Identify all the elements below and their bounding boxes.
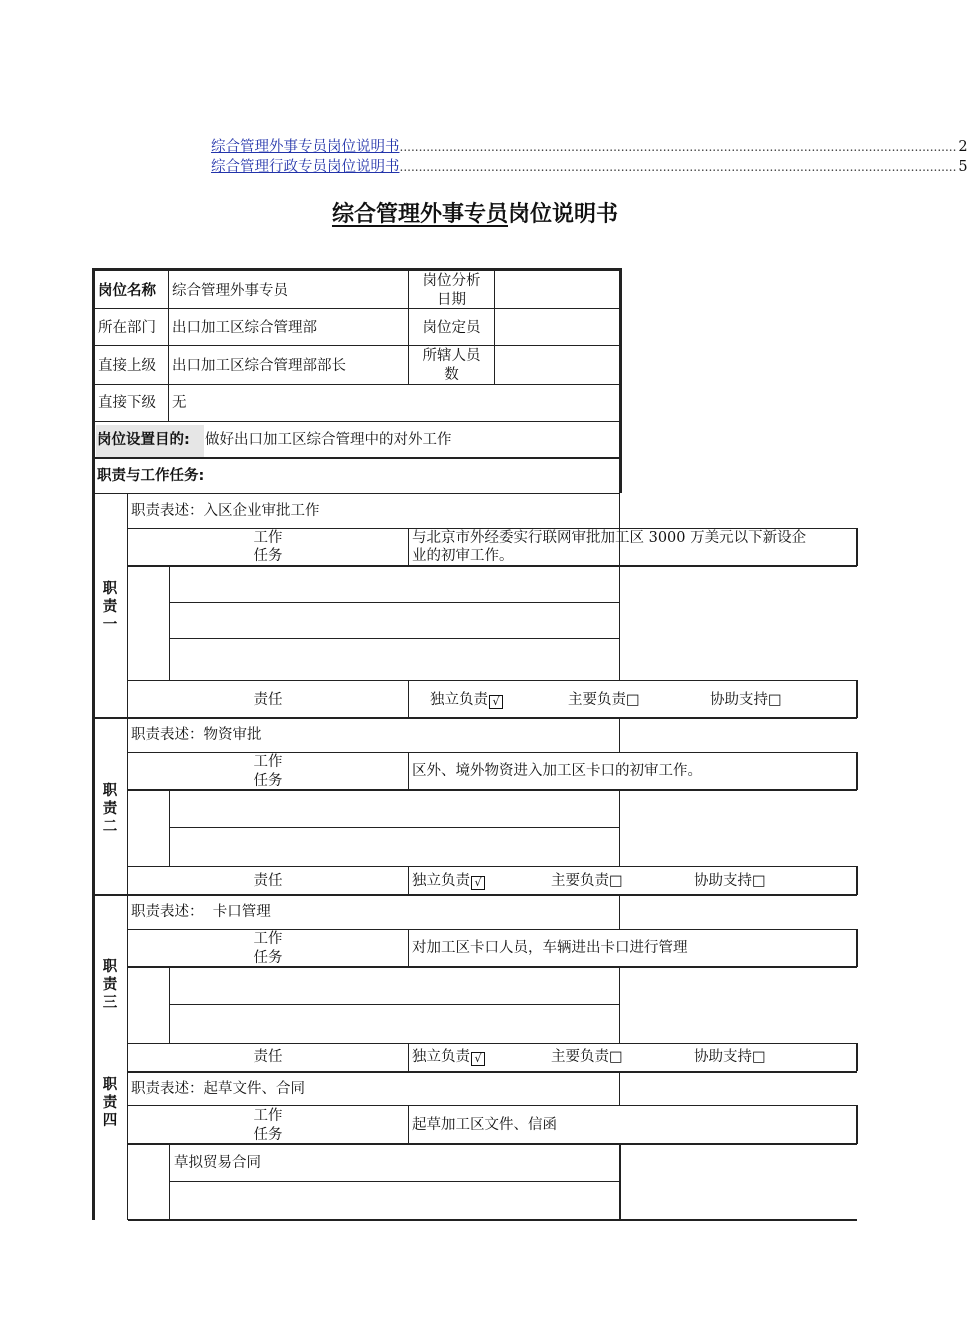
grid-line [170,827,620,828]
task-label: 工作 [253,931,283,947]
purpose-label: 岗位设置目的: [97,432,190,448]
duty-description: 职责表述： 卡口管理 [131,904,271,920]
grid-line [95,493,620,494]
option-label: 主要负责 [551,873,609,889]
grid-line [128,1219,857,1221]
table-border [92,268,95,1220]
grid-line [95,345,620,346]
grid-line [408,867,409,895]
duty-name: 职责四 [102,1077,118,1129]
grid-line [619,1145,621,1220]
grid-line [856,929,858,967]
toc-leader: .................................................................................................................................................. [399,160,957,174]
grid-line [95,457,620,459]
grid-line [408,752,409,790]
option-main[interactable] [551,872,623,891]
option-label: 主要负责 [568,692,626,708]
grid-line [95,894,857,896]
grid-line [856,1043,858,1071]
option-assist[interactable] [694,1048,766,1067]
position-name-label: 岗位名称 [98,283,156,299]
grid-line [856,528,858,566]
option-label: 主要负责 [551,1049,609,1065]
grid-line [170,602,620,603]
grid-line [619,791,620,867]
option-label: 独立负责 [412,873,470,889]
unchecked-box-icon[interactable]: □ [609,1049,623,1065]
grid-line [128,1071,857,1073]
responsibility-label: 责任 [253,692,283,708]
purpose-value: 做好出口加工区综合管理中的对外工作 [205,432,452,448]
checked-box-icon[interactable]: √ [471,1052,485,1066]
task-label-line2: 任务 [253,1127,283,1143]
task-label-line2: 任务 [253,548,283,564]
option-main[interactable] [551,1048,623,1067]
table-border [92,268,621,271]
duty-name: 职责二 [102,783,118,835]
grid-line [128,680,857,681]
task-label: 工作 [253,754,283,770]
duties-label: 职责与工作任务: [97,468,205,484]
grid-line [95,421,620,422]
checked-box-icon[interactable]: √ [489,695,503,709]
task-label-line2: 任务 [253,773,283,789]
sub-task-text: 草拟贸易合同 [174,1155,261,1171]
grid-line [95,717,857,719]
duty-name: 职责一 [102,581,118,633]
grid-line [170,1181,620,1182]
grid-line [169,968,170,1043]
toc-link[interactable]: 综合管理外事专员岗位说明书 [211,139,400,155]
grid-line [856,752,858,790]
grid-line [169,567,170,681]
grid-line [619,494,620,681]
toc-entry[interactable] [211,157,968,177]
grid-line [856,1105,858,1144]
headcount-label: 岗位定员 [422,320,481,336]
task-text: 区外、境外物资进入加工区卡口的初审工作。 [412,763,702,779]
option-label: 协助支持 [710,692,768,708]
superior-label: 直接上级 [98,358,156,374]
toc-page-number: 2 [958,139,968,155]
superior-value: 出口加工区综合管理部部长 [172,358,346,374]
document-title [0,197,950,228]
option-label: 独立负责 [412,1049,470,1065]
grid-line [408,681,409,718]
option-independent[interactable] [412,1048,485,1067]
task-text: 对加工区卡口人员，车辆进出卡口进行管理 [412,940,688,956]
grid-line [619,896,620,929]
checked-box-icon[interactable]: √ [471,876,485,890]
option-main[interactable] [568,691,640,710]
subordinates-count-label-line2: 数 [444,367,459,383]
table-of-contents [211,137,968,177]
option-assist[interactable] [694,872,766,891]
department-value: 出口加工区综合管理部 [172,320,317,336]
responsibility-label: 责任 [253,1049,283,1065]
unchecked-box-icon[interactable]: □ [752,873,766,889]
task-text: 起草加工区文件、信函 [412,1117,557,1133]
grid-line [619,719,620,752]
duty-name: 职责三 [102,959,118,1011]
grid-line [128,866,857,867]
toc-page-number: 5 [958,159,968,175]
duty-description: 职责表述：物资审批 [131,727,262,743]
grid-line [169,1145,170,1220]
duty-description: 职责表述：入区企业审批工作 [131,503,320,519]
unchecked-box-icon[interactable]: □ [752,1049,766,1065]
toc-link[interactable]: 综合管理行政专员岗位说明书 [211,159,400,175]
grid-line [619,1073,620,1106]
grid-line [128,1105,857,1106]
option-assist[interactable] [710,691,782,710]
toc-leader: .................................................................................................................................................. [399,140,957,154]
grid-line [408,1044,409,1071]
unchecked-box-icon[interactable]: □ [768,692,782,708]
option-independent[interactable] [412,872,485,891]
task-text-line2: 业的初审工作。 [412,548,514,564]
responsibility-label: 责任 [253,873,283,889]
grid-line [95,384,620,385]
grid-line [170,1004,620,1005]
option-label: 协助支持 [694,1049,752,1065]
task-label: 工作 [253,530,283,546]
unchecked-box-icon[interactable]: □ [626,692,640,708]
analysis-date-label-line2: 日期 [437,292,466,308]
task-label-line2: 任务 [253,950,283,966]
subordinate-value: 无 [172,395,187,411]
grid-line [169,791,170,867]
grid-line [856,680,858,718]
option-label: 独立负责 [430,692,488,708]
grid-line [408,929,409,967]
grid-line [170,638,620,639]
grid-line [128,1043,857,1044]
department-label: 所在部门 [98,320,156,336]
table-border [619,268,622,493]
option-label: 协助支持 [694,873,752,889]
subordinates-count-label: 所辖人员 [422,348,481,364]
title-underlined-part: 综合管理外事专员 [331,202,508,227]
title-rest: 岗位说明书 [508,202,619,227]
task-label: 工作 [253,1108,283,1124]
unchecked-box-icon[interactable]: □ [609,873,623,889]
duty-description: 职责表述：起草文件、合同 [131,1081,305,1097]
toc-entry[interactable] [211,137,968,157]
task-text: 与北京市外经委实行联网审批加工区 3000 万美元以下新设企 [412,530,807,546]
grid-line [408,1106,409,1144]
grid-line [619,968,620,1043]
position-name-value: 综合管理外事专员 [172,283,288,299]
subordinate-label: 直接下级 [98,395,156,411]
option-independent[interactable] [430,691,503,710]
grid-line [95,308,620,309]
analysis-date-label: 岗位分析 [422,273,481,289]
grid-line [494,271,495,384]
grid-line [408,528,409,566]
grid-line [168,271,169,421]
grid-line [856,866,858,895]
